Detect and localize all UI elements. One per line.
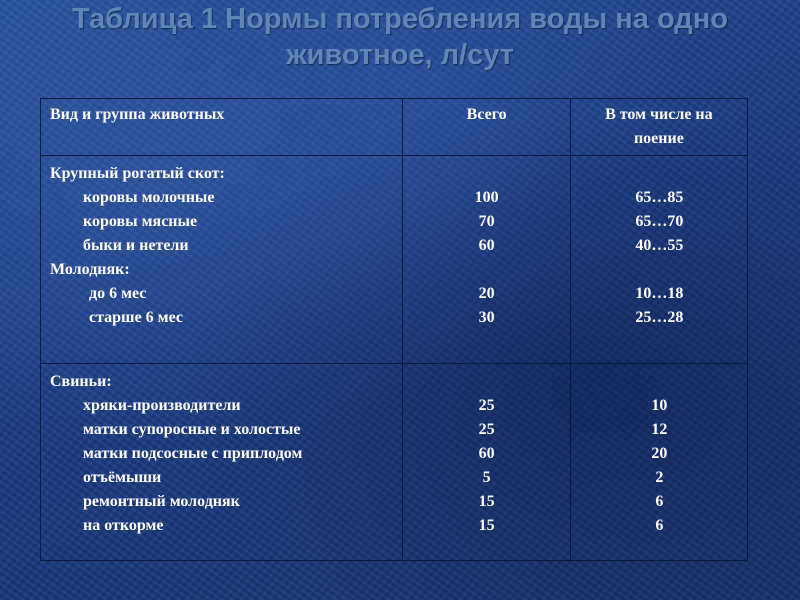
cattle-total-value: 70 <box>478 213 495 230</box>
young-item-name: старше 6 мес <box>89 309 183 326</box>
cattle-drinking-value: 65…70 <box>635 213 684 230</box>
pigs-item-name: отъёмыши <box>83 469 162 486</box>
slide-title-line-2: животное, л/сут <box>286 39 514 71</box>
cattle-drinking-value: 40…55 <box>635 237 684 254</box>
pigs-drinking-value: 6 <box>655 493 664 510</box>
cattle-total-spacer <box>412 258 562 282</box>
pigs-total-cell <box>402 364 570 561</box>
pigs-drinking-value: 12 <box>651 421 668 438</box>
header-total-label: Всего <box>466 106 507 123</box>
pigs-item-name: матки подсосные с приплодом <box>83 445 303 462</box>
cattle-item-name: быки и нетели <box>83 237 189 254</box>
young-total-value: 20 <box>478 285 495 302</box>
pigs-total-value: 15 <box>478 493 495 510</box>
pigs-item-name: матки супоросные и холостые <box>83 421 301 438</box>
young-total-value: 30 <box>478 309 495 326</box>
cattle-drinking-cell <box>570 156 747 364</box>
cattle-total-cell <box>402 156 570 364</box>
pigs-total-value: 60 <box>478 445 495 462</box>
cattle-drinking-spacer <box>580 258 739 282</box>
cattle-species-cell <box>41 156 403 364</box>
pigs-total-value: 15 <box>478 517 495 534</box>
slide-title <box>0 0 800 73</box>
pigs-drinking-cell <box>570 364 747 561</box>
cattle-drinking-value: 65…85 <box>635 189 684 206</box>
young-drinking-value: 10…18 <box>635 285 684 302</box>
pigs-total-value: 25 <box>478 421 495 438</box>
header-species-cell <box>41 99 403 156</box>
cattle-total-value: 60 <box>478 237 495 254</box>
cattle-item-name: коровы мясные <box>83 213 198 230</box>
pigs-item-name: хряки-производители <box>83 397 241 414</box>
cattle-total-value: 100 <box>474 189 499 206</box>
young-drinking-value: 25…28 <box>635 309 684 326</box>
pigs-item-name: на откорме <box>83 517 164 534</box>
pigs-item-name: ремонтный молодняк <box>83 493 240 510</box>
pigs-drinking-value: 6 <box>655 517 664 534</box>
table-header-row <box>41 99 748 156</box>
pigs-total-value: 25 <box>478 397 495 414</box>
header-drinking-cell <box>570 99 747 156</box>
pigs-drinking-value: 20 <box>651 445 668 462</box>
table-row-pigs <box>41 364 748 561</box>
pigs-total-value: 5 <box>482 469 491 486</box>
header-total-cell <box>402 99 570 156</box>
table-row-cattle <box>41 156 748 364</box>
cattle-group-label: Крупный рогатый скот: <box>50 165 225 182</box>
pigs-group-label: Свиньи: <box>50 373 112 390</box>
cattle-item-name: коровы молочные <box>83 189 215 206</box>
pigs-species-cell <box>41 364 403 561</box>
water-norms-table <box>40 98 748 561</box>
young-item-name: до 6 мес <box>89 285 147 302</box>
pigs-drinking-value: 2 <box>655 469 664 486</box>
pigs-drinking-value: 10 <box>651 397 668 414</box>
slide-title-line-1: Таблица 1 Нормы потребления воды на одно <box>72 3 728 35</box>
header-drinking-label: В том числе на поение <box>605 106 713 147</box>
header-species-label: Вид и группа животных <box>50 106 225 123</box>
young-group-label: Молодняк: <box>50 261 130 278</box>
water-norms-table-container <box>40 98 748 561</box>
